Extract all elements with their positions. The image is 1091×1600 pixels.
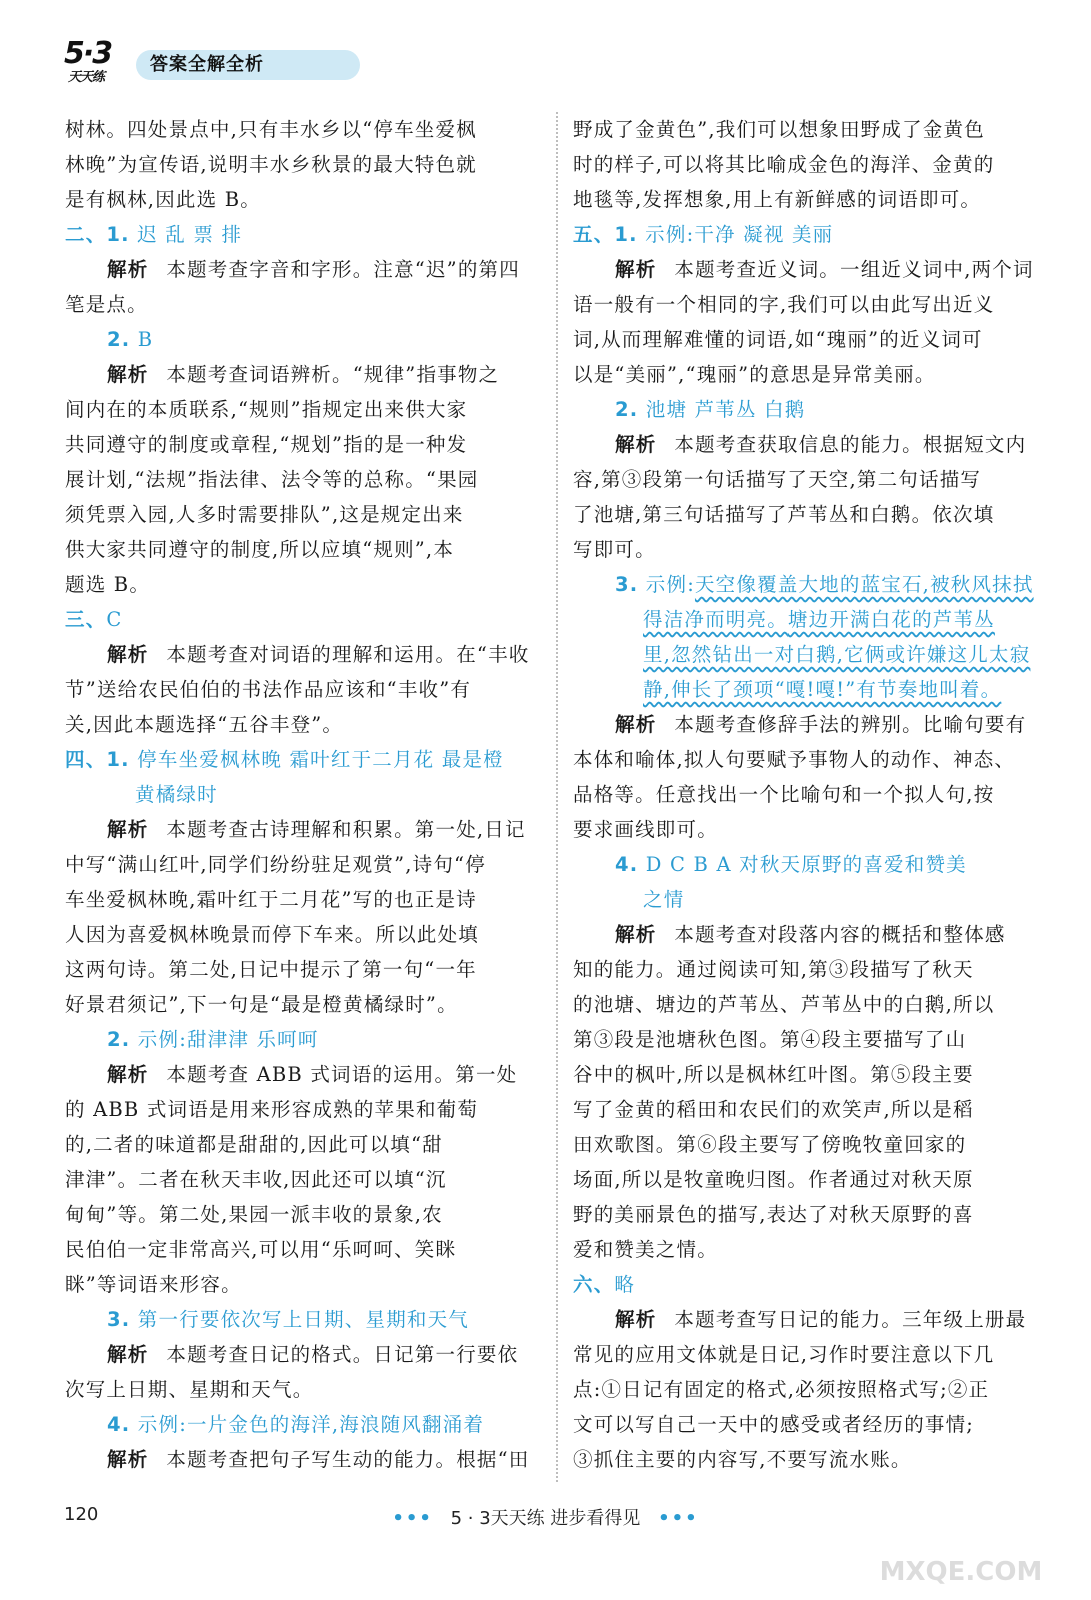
text-line bbox=[65, 287, 540, 322]
body-text: 这两句诗。第二处,日记中提示了第一句“一年 bbox=[65, 958, 477, 981]
body-text: 地毯等,发挥想象,用上有新鲜感的词语即可。 bbox=[573, 188, 982, 211]
column-divider bbox=[556, 112, 558, 1482]
body-text: 好景君须记”,下一句是“最是橙黄橘绿时”。 bbox=[65, 993, 458, 1016]
question-number: 三、 bbox=[65, 608, 107, 631]
body-text: 树林。四处景点中,只有丰水乡以“停车坐爱枫 bbox=[65, 118, 477, 141]
body-text: 津津”。二者在秋天丰收,因此还可以填“沉 bbox=[65, 1168, 447, 1191]
body-text: 本题考查对段落内容的概括和整体感 bbox=[674, 923, 1006, 946]
text-line bbox=[573, 1057, 1048, 1092]
body-text: 点:①日记有固定的格式,必须按照格式写;②正 bbox=[573, 1378, 990, 1401]
text-line bbox=[65, 637, 540, 672]
watermark-logo bbox=[871, 1520, 1051, 1590]
text-line bbox=[65, 462, 540, 497]
text-line bbox=[65, 952, 540, 987]
text-line bbox=[573, 287, 1048, 322]
body-text: 本题考查古诗理解和积累。第一处,日记 bbox=[166, 818, 526, 841]
question-number: 4. bbox=[615, 853, 639, 876]
answer-text: 池塘 芦苇丛 白鹅 bbox=[638, 398, 806, 421]
text-line bbox=[573, 952, 1048, 987]
answer-text: C bbox=[106, 608, 123, 631]
brand-logo bbox=[62, 38, 126, 86]
text-line bbox=[65, 1127, 540, 1162]
body-text: 本题考查近义词。一组近义词中,两个词 bbox=[674, 258, 1034, 281]
text-line bbox=[573, 567, 1048, 602]
analysis-label: 解析 bbox=[107, 1343, 149, 1366]
text-line bbox=[573, 1022, 1048, 1057]
answer-text: 略 bbox=[614, 1273, 636, 1296]
text-line bbox=[65, 812, 540, 847]
body-text: 的,二者的味道都是甜甜的,因此可以填“甜 bbox=[65, 1133, 443, 1156]
text-line bbox=[573, 1232, 1048, 1267]
text-line bbox=[573, 847, 1048, 882]
text-line bbox=[573, 812, 1048, 847]
body-text: 展计划,“法规”指法律、法令等的总称。“果园 bbox=[65, 468, 479, 491]
analysis-label: 解析 bbox=[615, 433, 657, 456]
body-text: 节”送给农民伯伯的书法作品应该和“丰收”有 bbox=[65, 678, 472, 701]
text-line bbox=[65, 182, 540, 217]
body-text: 语一般有一个相同的字,我们可以由此写出近义 bbox=[573, 293, 995, 316]
watermark-text: MXQE.COM bbox=[879, 1557, 1043, 1587]
body-text: 车坐爱枫林晚,霜叶红于二月花”写的也正是诗 bbox=[65, 888, 477, 911]
text-line bbox=[65, 847, 540, 882]
text-line bbox=[65, 602, 540, 637]
text-line bbox=[65, 1057, 540, 1092]
text-line bbox=[65, 1337, 540, 1372]
underlined-answer: 天空像覆盖大地的蓝宝石,被秋风抹拭 bbox=[694, 573, 1034, 596]
footer-slogan: 5 · 3天天练 进步看得见 bbox=[450, 1508, 641, 1529]
text-line bbox=[573, 182, 1048, 217]
text-line bbox=[573, 1372, 1048, 1407]
analysis-label: 解析 bbox=[107, 1448, 149, 1471]
question-number: 2. bbox=[615, 398, 639, 421]
text-line bbox=[65, 1407, 540, 1442]
body-text: 共同遵守的制度或章程,“规划”指的是一种发 bbox=[65, 433, 468, 456]
question-number: 2. bbox=[107, 328, 131, 351]
question-number: 六、 bbox=[573, 1273, 615, 1296]
body-text: 眯”等词语来形容。 bbox=[65, 1273, 242, 1296]
question-number: 2. bbox=[107, 1028, 131, 1051]
analysis-label: 解析 bbox=[107, 258, 149, 281]
question-number: 二、1. bbox=[65, 223, 130, 246]
body-text: 本题考查对词语的理解和运用。在“丰收 bbox=[166, 643, 530, 666]
text-line bbox=[65, 1372, 540, 1407]
body-text: 文可以写自己一天中的感受或者经历的事情; bbox=[573, 1413, 975, 1436]
analysis-label: 解析 bbox=[615, 258, 657, 281]
text-line bbox=[573, 1407, 1048, 1442]
body-text: 供大家共同遵守的制度,所以应填“规则”,本 bbox=[65, 538, 455, 561]
text-line bbox=[65, 1162, 540, 1197]
body-text: 知的能力。通过阅读可知,第③段描写了秋天 bbox=[573, 958, 974, 981]
text-line bbox=[573, 637, 1048, 672]
body-text: 题选 B。 bbox=[65, 573, 151, 596]
page-number: 120 bbox=[64, 1504, 99, 1525]
analysis-label: 解析 bbox=[107, 643, 149, 666]
body-text: 本题考查写日记的能力。三年级上册最 bbox=[674, 1308, 1027, 1331]
text-line bbox=[573, 1197, 1048, 1232]
text-line bbox=[573, 672, 1048, 707]
body-text: 人因为喜爱枫林晚景而停下车来。所以此处填 bbox=[65, 923, 480, 946]
text-line bbox=[65, 532, 540, 567]
body-text: 了池塘,第三句话描写了芦苇丛和白鹅。依次填 bbox=[573, 503, 995, 526]
text-line bbox=[573, 1127, 1048, 1162]
text-line bbox=[573, 987, 1048, 1022]
body-text: 中写“满山红叶,同学们纷纷驻足观赏”,诗句“停 bbox=[65, 853, 486, 876]
answer-text: 示例:甜津津 乐呵呵 bbox=[130, 1028, 319, 1051]
text-line bbox=[573, 917, 1048, 952]
text-line bbox=[65, 742, 540, 777]
text-line bbox=[65, 917, 540, 952]
text-line bbox=[573, 532, 1048, 567]
underlined-answer: 里,忽然钻出一对白鹅,它俩或许嫌这儿太寂 bbox=[643, 643, 1031, 666]
text-line bbox=[573, 147, 1048, 182]
text-line bbox=[65, 147, 540, 182]
text-line bbox=[573, 1442, 1048, 1477]
text-line bbox=[65, 1442, 540, 1477]
body-text: 谷中的枫叶,所以是枫林红叶图。第⑤段主要 bbox=[573, 1063, 974, 1086]
body-text: 词,从而理解难懂的词语,如“瑰丽”的近义词可 bbox=[573, 328, 983, 351]
text-line bbox=[573, 392, 1048, 427]
body-text: 写了金黄的稻田和农民们的欢笑声,所以是稻 bbox=[573, 1098, 974, 1121]
text-line bbox=[65, 1302, 540, 1337]
answer-text: 之情 bbox=[643, 888, 685, 911]
body-text: 的池塘、塘边的芦苇丛、芦苇丛中的白鹅,所以 bbox=[573, 993, 995, 1016]
answer-text: 示例: bbox=[638, 573, 695, 596]
text-line bbox=[65, 497, 540, 532]
text-line bbox=[573, 112, 1048, 147]
body-text: 野成了金黄色”,我们可以想象田野成了金黄色 bbox=[573, 118, 985, 141]
logo-number: 5·3 bbox=[64, 36, 112, 71]
header-title: 答案全解全析 bbox=[136, 50, 360, 80]
text-line bbox=[573, 602, 1048, 637]
analysis-label: 解析 bbox=[615, 923, 657, 946]
answer-text: B bbox=[130, 328, 154, 351]
body-text: 时的样子,可以将其比喻成金色的海洋、金黄的 bbox=[573, 153, 995, 176]
body-text: 是有枫林,因此选 B。 bbox=[65, 188, 261, 211]
text-line bbox=[573, 1092, 1048, 1127]
body-text: 甸甸”等。第二处,果园一派丰收的景象,农 bbox=[65, 1203, 443, 1226]
question-number: 3. bbox=[615, 573, 639, 596]
answer-text: D C B A 对秋天原野的喜爱和赞美 bbox=[638, 853, 967, 876]
body-text: 笔是点。 bbox=[65, 293, 148, 316]
text-line bbox=[573, 777, 1048, 812]
logo-subtitle: 天天练 bbox=[68, 70, 105, 85]
text-line bbox=[573, 742, 1048, 777]
text-line bbox=[65, 1092, 540, 1127]
text-line bbox=[573, 217, 1048, 252]
body-text: 写即可。 bbox=[573, 538, 656, 561]
text-line bbox=[65, 217, 540, 252]
body-text: ③抓住主要的内容写,不要写流水账。 bbox=[573, 1448, 912, 1471]
analysis-label: 解析 bbox=[107, 363, 149, 386]
text-line bbox=[65, 567, 540, 602]
body-text: 次写上日期、星期和天气。 bbox=[65, 1378, 314, 1401]
text-line bbox=[573, 1162, 1048, 1197]
analysis-label: 解析 bbox=[615, 1308, 657, 1331]
body-text: 本题考查 ABB 式词语的运用。第一处 bbox=[166, 1063, 518, 1086]
body-text: 关,因此本题选择“五谷丰登”。 bbox=[65, 713, 344, 736]
body-text: 民伯伯一定非常高兴,可以用“乐呵呵、笑眯 bbox=[65, 1238, 457, 1261]
underlined-answer: 塘边开满白花的芦苇丛 bbox=[787, 608, 995, 631]
body-text: 容,第③段第一句话描写了天空,第二句话描写 bbox=[573, 468, 982, 491]
body-text: 的 ABB 式词语是用来形容成熟的苹果和葡萄 bbox=[65, 1098, 479, 1121]
text-line bbox=[65, 777, 540, 812]
text-line bbox=[573, 427, 1048, 462]
text-line bbox=[573, 357, 1048, 392]
text-line bbox=[65, 672, 540, 707]
body-text: 本题考查词语辨析。“规律”指事物之 bbox=[166, 363, 500, 386]
right-column bbox=[573, 112, 1048, 1477]
text-line bbox=[65, 392, 540, 427]
body-text: 品格等。任意找出一个比喻句和一个拟人句,按 bbox=[573, 783, 995, 806]
text-line bbox=[65, 882, 540, 917]
analysis-label: 解析 bbox=[107, 1063, 149, 1086]
text-line bbox=[65, 252, 540, 287]
text-line bbox=[573, 252, 1048, 287]
text-line bbox=[65, 1267, 540, 1302]
body-text: 要求画线即可。 bbox=[573, 818, 718, 841]
text-line bbox=[573, 497, 1048, 532]
text-line bbox=[573, 707, 1048, 742]
answer-text: 黄橘绿时 bbox=[135, 783, 218, 806]
text-line bbox=[573, 1302, 1048, 1337]
body-text: 爱和赞美之情。 bbox=[573, 1238, 718, 1261]
body-text: 林晚”为宣传语,说明丰水乡秋景的最大特色就 bbox=[65, 153, 477, 176]
text-line bbox=[65, 1197, 540, 1232]
text-line bbox=[65, 987, 540, 1022]
body-text: 本题考查字音和字形。注意“迟”的第四 bbox=[166, 258, 520, 281]
body-text: 野的美丽景色的描写,表达了对秋天原野的喜 bbox=[573, 1203, 974, 1226]
body-text: 须凭票入园,人多时需要排队”,这是规定出来 bbox=[65, 503, 464, 526]
text-line bbox=[65, 357, 540, 392]
answer-text: 示例:一片金色的海洋,海浪随风翻涌着 bbox=[130, 1413, 485, 1436]
question-number: 四、1. bbox=[65, 748, 130, 771]
analysis-label: 解析 bbox=[615, 713, 657, 736]
dots-left-icon: ••• bbox=[392, 1508, 433, 1529]
body-text: 以是“美丽”,“瑰丽”的意思是异常美丽。 bbox=[573, 363, 936, 386]
question-number: 3. bbox=[107, 1308, 131, 1331]
body-text: 常见的应用文体就是日记,习作时要注意以下几 bbox=[573, 1343, 995, 1366]
body-text: 场面,所以是牧童晚归图。作者通过对秋天原 bbox=[573, 1168, 974, 1191]
body-text: 本题考查修辞手法的辨别。比喻句要有 bbox=[674, 713, 1027, 736]
text-line bbox=[65, 427, 540, 462]
text-line bbox=[65, 1232, 540, 1267]
left-column bbox=[65, 112, 540, 1477]
text-line bbox=[573, 462, 1048, 497]
text-line bbox=[65, 112, 540, 147]
question-number: 五、1. bbox=[573, 223, 638, 246]
body-text: 本题考查把句子写生动的能力。根据“田 bbox=[166, 1448, 530, 1471]
underlined-answer: 静,伸长了颈项“嘎!嘎!”有节奏地叫着。 bbox=[643, 678, 1002, 701]
body-text: 间内在的本质联系,“规则”指规定出来供大家 bbox=[65, 398, 468, 421]
text-line bbox=[573, 1337, 1048, 1372]
answer-text: 第一行要依次写上日期、星期和天气 bbox=[130, 1308, 469, 1331]
body-text: 第③段是池塘秋色图。第④段主要描写了山 bbox=[573, 1028, 967, 1051]
body-text: 本体和喻体,拟人句要赋予事物人的动作、神态、 bbox=[573, 748, 1016, 771]
text-line bbox=[65, 1022, 540, 1057]
text-line bbox=[65, 322, 540, 357]
dots-right-icon: ••• bbox=[658, 1508, 699, 1529]
body-text: 本题考查获取信息的能力。根据短文内 bbox=[674, 433, 1027, 456]
answer-text: 停车坐爱枫林晚 霜叶红于二月花 最是橙 bbox=[129, 748, 504, 771]
text-line bbox=[573, 322, 1048, 357]
text-line bbox=[573, 882, 1048, 917]
analysis-label: 解析 bbox=[107, 818, 149, 841]
text-line bbox=[573, 1267, 1048, 1302]
body-text: 田欢歌图。第⑥段主要写了傍晚牧童回家的 bbox=[573, 1133, 967, 1156]
answer-text: 迟 乱 票 排 bbox=[129, 223, 243, 246]
underlined-answer: 得洁净而明亮。 bbox=[643, 608, 788, 631]
body-text: 本题考查日记的格式。日记第一行要依 bbox=[166, 1343, 519, 1366]
question-number: 4. bbox=[107, 1413, 131, 1436]
answer-text: 示例:干净 凝视 美丽 bbox=[637, 223, 834, 246]
text-line bbox=[65, 707, 540, 742]
